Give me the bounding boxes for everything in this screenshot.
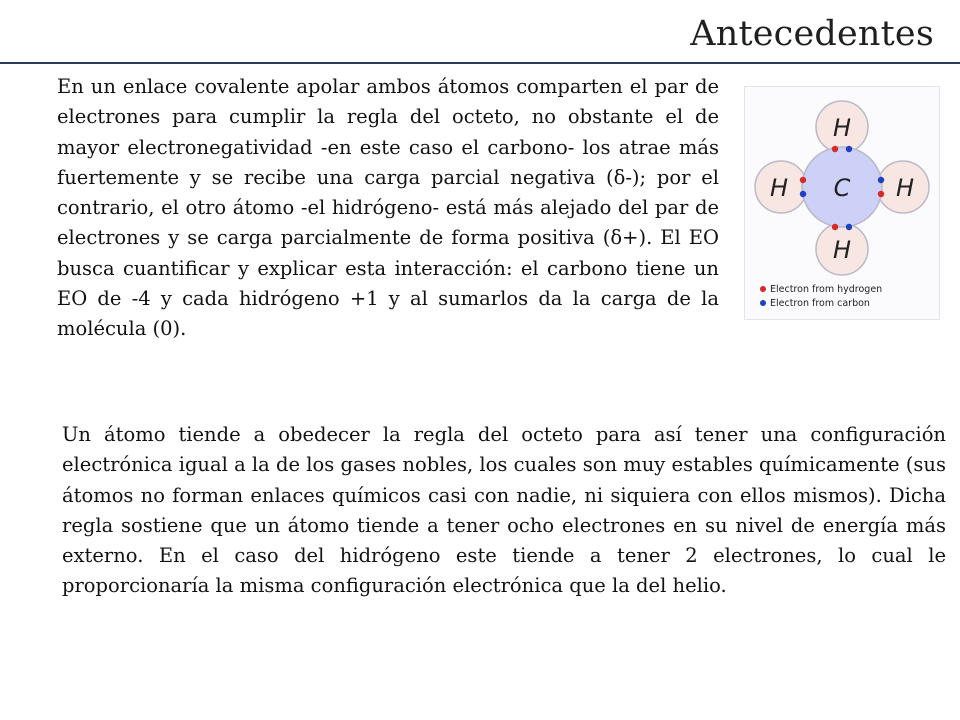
title-divider [0, 62, 960, 64]
electron-hydrogen-right [878, 191, 884, 197]
hydrogen-label-bottom: H [832, 236, 852, 264]
hydrogen-label-left: H [769, 174, 789, 202]
electron-carbon-bottom [846, 224, 852, 230]
slide-title: Antecedentes [690, 14, 934, 54]
methane-diagram-svg [745, 87, 939, 319]
legend-hydrogen-label: Electron from hydrogen [770, 284, 883, 295]
electron-carbon-top [846, 146, 852, 152]
paragraph-octet-rule: Un átomo tiende a obedecer la regla del octeto para así tener una configuración electrónica igual a la de los gases nobles, los cuales son muy estables químicamente (sus átomos no forman enlaces químicos casi con nadie, ni siquiera con ellos mismos). Dicha regla sostiene que un átomo tiende a tener ocho electrones en su nivel de energía más externo. En el caso del hidrógeno este tiende a tener 2 electrones, lo cual le proporcionaría la misma configuración electrónica que la del helio. [62, 423, 946, 598]
legend-carbon-label: Electron from carbon [770, 298, 870, 309]
electron-carbon-left [800, 191, 806, 197]
legend-hydrogen-dot [760, 286, 766, 292]
electron-hydrogen-bottom [832, 224, 838, 230]
hydrogen-label-top: H [832, 114, 852, 142]
electron-hydrogen-top [832, 146, 838, 152]
methane-lewis-diagram [744, 86, 940, 320]
paragraph-covalent-bond: En un enlace covalente apolar ambos átomos comparten el par de electrones para cumplir la regla del octeto, no obstante el de mayor electronegatividad -en este caso el carbono- los atrae más fuertemente y se recibe una carga parcial negativa (δ-); por el contrario, el otro átomo -el hidrógeno- está más alejado del par de electrones y se carga parcialmente de forma positiva (δ+). El EO busca cuantificar y explicar esta interacción: el carbono tiene un EO de -4 y cada hidrógeno +1 y al sumarlos da la carga de la molécula (0). [57, 75, 719, 341]
carbon-label: C [833, 174, 851, 202]
legend-carbon-dot [760, 300, 766, 306]
hydrogen-label-right: H [895, 174, 915, 202]
electron-hydrogen-left [800, 177, 806, 183]
electron-carbon-right [878, 177, 884, 183]
